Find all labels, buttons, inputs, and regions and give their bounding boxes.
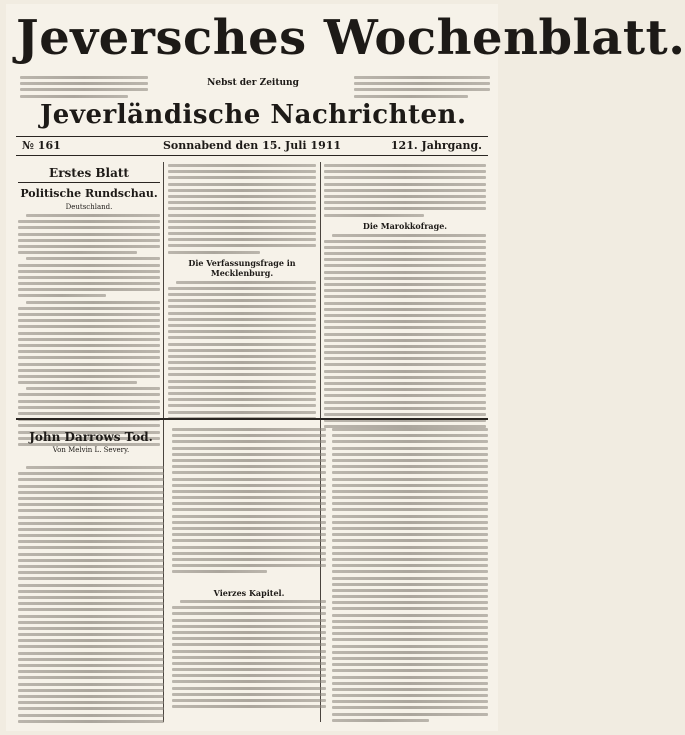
- section-title: Die Verfassungsfrage in Mecklenburg.: [188, 257, 296, 278]
- section-box-title: Erstes Blatt: [18, 164, 160, 183]
- article-text: [168, 281, 316, 420]
- section-title: Politische Rundschau.: [20, 187, 158, 200]
- advertising-info: [354, 76, 490, 98]
- story-column-2: [172, 428, 326, 582]
- column-1: [18, 164, 160, 416]
- subscription-info: [20, 76, 148, 98]
- section-subtitle: Deutschland.: [65, 203, 113, 211]
- issue-date: Sonnabend den 15. Juli 1911: [162, 139, 342, 152]
- chapter-heading: Vierzes Kapitel.: [213, 588, 285, 598]
- issue-number: № 161: [22, 139, 61, 152]
- section-divider: [16, 418, 488, 420]
- section-title: Die Marokkofrage.: [362, 220, 448, 231]
- article-text: [168, 164, 316, 254]
- secondary-title: Jeverländische Nachrichten.: [40, 100, 467, 130]
- story-byline: Von Melvin L. Severy.: [52, 446, 130, 454]
- story-column-1: [18, 466, 164, 720]
- column-3: [324, 164, 486, 416]
- article-text: [324, 234, 486, 429]
- article-text: [324, 164, 486, 217]
- story-column-3: [332, 428, 488, 718]
- column-2: [168, 164, 316, 416]
- masthead-subtitle: Nebst der Zeitung: [207, 78, 299, 88]
- newspaper-page: [6, 4, 685, 731]
- article-text: [18, 214, 160, 446]
- masthead-title: Jeversches Wochenblatt.: [16, 10, 685, 66]
- story-column-2-continued: [172, 600, 326, 720]
- issue-info-bar: [16, 136, 488, 156]
- story-title: John Darrows Tod.: [29, 430, 153, 444]
- issue-volume: 121. Jahrgang.: [390, 139, 482, 152]
